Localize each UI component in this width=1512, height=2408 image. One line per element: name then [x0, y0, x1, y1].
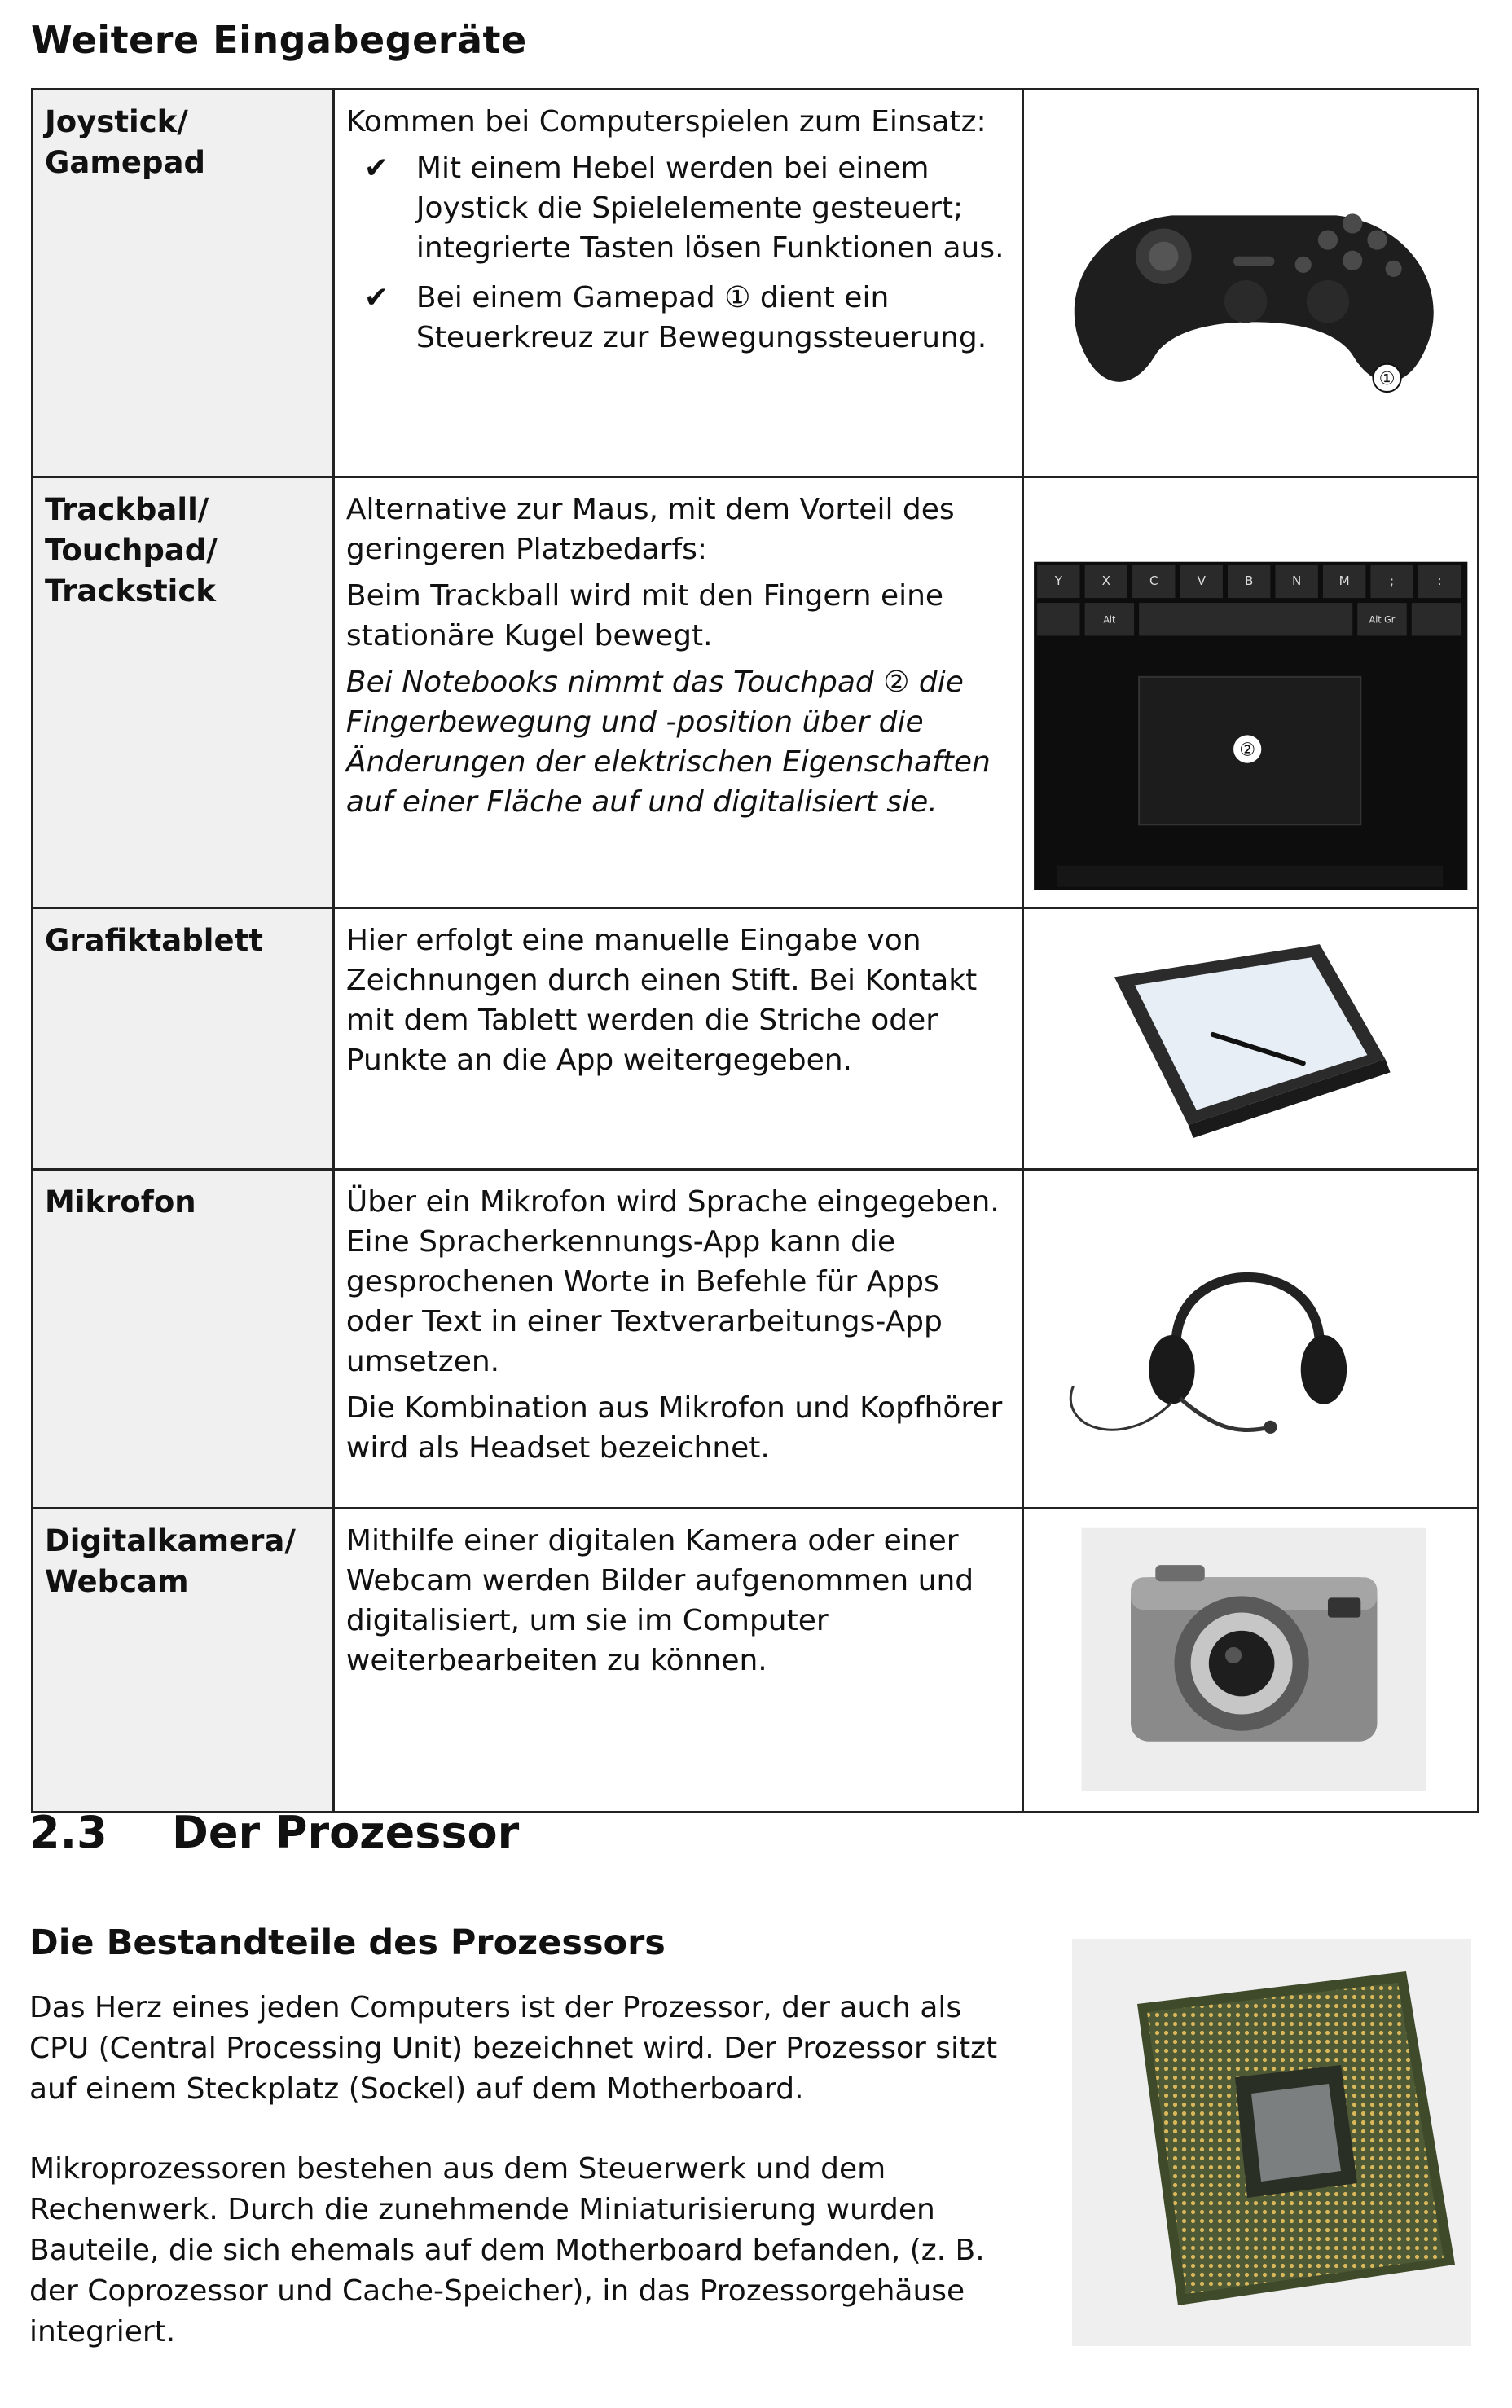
device-description	[333, 477, 1022, 908]
page-heading: Weitere Eingabegeräte	[31, 18, 527, 62]
device-name: Trackball/ Touchpad/ Trackstick	[33, 477, 334, 908]
device-description	[333, 908, 1022, 1170]
table-row	[33, 1509, 1479, 1813]
table-row	[33, 908, 1479, 1170]
check-icon: ✔	[363, 281, 389, 314]
description-text: Mithilfe einer digitalen Kamera oder einer Webcam werden Bilder aufgenommen und digitalisiert, um sie im Computer weiterbearbeiten zu können.	[345, 1524, 974, 1677]
table-row	[33, 1170, 1479, 1509]
key-label: :	[1437, 573, 1442, 588]
graphics-tablet-image	[1024, 909, 1477, 1168]
device-name: Mikrofon	[33, 1170, 334, 1509]
image-marker-2: ②	[1238, 739, 1255, 761]
processor-image	[1072, 1939, 1471, 2346]
bullet-list	[346, 148, 1010, 358]
headset-image-cell	[1022, 1170, 1478, 1509]
input-devices-table	[31, 88, 1479, 1813]
device-name: Joystick/ Gamepad	[33, 90, 334, 477]
description-text: Über ein Mikrofon wird Sprache eingegeben. Eine Spracherkennungs-App kann die gesprochenen Worte in Befehle für Apps oder Text in einer Textverarbeitungs-App umsetzen.	[345, 1185, 1000, 1378]
device-description	[333, 90, 1022, 477]
description-text: Beim Trackball wird mit den Fingern eine stationäre Kugel bewegt.	[345, 579, 944, 653]
device-description	[333, 1170, 1022, 1509]
digital-camera-image	[1024, 1509, 1477, 1811]
section-number: 2.3	[29, 1807, 108, 1858]
section-heading	[29, 1807, 519, 1858]
touchpad-image	[1024, 478, 1477, 907]
description-text: Alternative zur Maus, mit dem Vorteil des geringeren Platzbedarfs:	[345, 493, 955, 566]
device-description	[333, 1509, 1022, 1813]
subsection-heading: Die Bestandteile des Prozessors	[29, 1922, 666, 1963]
tablet-image-cell	[1022, 908, 1478, 1170]
key-label: C	[1149, 573, 1158, 588]
key-label: B	[1244, 573, 1253, 588]
section-title: Der Prozessor	[172, 1807, 520, 1858]
list-item-text: Mit einem Hebel werden bei einem Joystick die Spielelemente gesteuert; integrierte Tasten lösen Funktionen aus.	[415, 152, 1004, 265]
list-item	[346, 278, 1010, 358]
headset-image	[1024, 1171, 1477, 1507]
key-label: N	[1291, 573, 1301, 588]
key-label: M	[1338, 573, 1350, 588]
gamepad-image-cell	[1022, 90, 1478, 477]
gamepad-image	[1024, 90, 1477, 476]
table-row	[33, 90, 1479, 477]
camera-image-cell	[1022, 1509, 1478, 1813]
body-paragraph: Mikroprozessoren bestehen aus dem Steuerwerk und dem Rechenwerk. Durch die zunehmende Miniaturisierung wurden Bauteile, die sich ehemals auf dem Motherboard befanden, (z. B. der Coprozessor und Cache-Speicher), in das Prozessorgehäuse integriert.	[29, 2152, 985, 2349]
key-label: Y	[1054, 573, 1062, 588]
device-name: Digitalkamera/ Webcam	[33, 1509, 334, 1813]
list-item	[346, 148, 1010, 268]
image-marker-1: ①	[1378, 367, 1396, 389]
description-text: Die Kombination aus Mikrofon und Kopfhörer wird als Headset bezeichnet.	[345, 1391, 1003, 1465]
description-text: Bei Notebooks nimmt das Touchpad ② die Fingerbewegung und -position über die Änderungen der elektrischen Eigenschaften auf einer Fläche auf und digitalisiert sie.	[345, 666, 991, 819]
check-icon: ✔	[363, 152, 389, 185]
body-paragraph: Das Herz eines jeden Computers ist der Prozessor, der auch als CPU (Central Processing Unit) bezeichnet wird. Der Prozessor sitzt auf einem Steckplatz (Sockel) auf dem Motherboard.	[29, 1991, 998, 2106]
table-row	[33, 477, 1479, 908]
description-text: Hier erfolgt eine manuelle Eingabe von Zeichnungen durch einen Stift. Bei Kontakt mit dem Tablett werden die Striche oder Punkte an die App weitergegeben.	[345, 924, 978, 1077]
list-item-text: Bei einem Gamepad ① dient ein Steuerkreuz zur Bewegungssteuerung.	[415, 281, 987, 354]
description-text: Kommen bei Computerspielen zum Einsatz:	[345, 105, 987, 138]
key-label: X	[1101, 573, 1110, 588]
key-label: Alt	[1102, 614, 1115, 626]
key-label: Alt Gr	[1369, 614, 1395, 626]
touchpad-image-cell	[1022, 477, 1478, 908]
device-name: Grafiktablett	[33, 908, 334, 1170]
key-label: V	[1197, 573, 1206, 588]
key-label: ;	[1389, 573, 1394, 588]
cpu-chip-image	[1072, 1939, 1471, 2346]
